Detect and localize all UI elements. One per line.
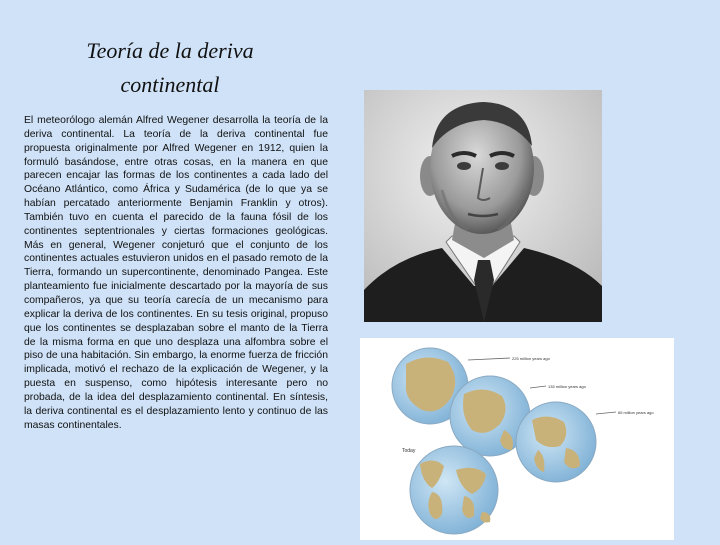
title-line-2: continental — [120, 72, 220, 97]
maps-drawing — [360, 338, 674, 540]
map-label-2: 135 million years ago — [548, 384, 586, 389]
map-label-3: 65 million years ago — [618, 410, 654, 415]
map-label-4: Today — [402, 448, 416, 454]
continental-drift-maps — [360, 338, 674, 540]
portrait-drawing — [364, 90, 602, 322]
body-paragraph: El meteorólogo alemán Alfred Wegener desarrolla la teoría de la deriva continental. La teoría de la deriva continental fue propuesta originalmente por Alfred Wegener en 1912, quien la formuló basándose, entre otras cosas, en la manera en que parecen encajar las formas de los continentes a cada lado del Océano Atlántico, como África y Sudamérica (de lo que ya se habían percatado anteriormente Benjamin Franklin y otros). También tuvo en cuenta el parecido de la fauna fósil de los continentes septentrionales y ciertas formaciones geológicas. Más en general, Wegener conjeturó que el conjunto de los continentes actuales estuvieron unidos en el pasado remoto de la Tierra, formando un supercontinente, denominado Pangea. Este planteamiento fue inicialmente descartado por la mayoría de sus compañeros, ya que su teoría carecía de un mecanismo para explicar la deriva de los continentes. En su tesis original, propuso que los continentes se desplazaban sobre el manto de la Tierra de la misma forma en que uno desplaza una alfombra sobre el piso de una habitación. Sin embargo, la enorme fuerza de fricción implicada, motivó el rechazo de la explicación de Wegener, y la puesta en suspenso, como hipótesis interesante pero no probada, de la idea del desplazamiento continental. En síntesis, la deriva continental es el desplazamiento lento y continuo de las masas continentales. — [24, 115, 328, 431]
title-line-1: Teoría de la deriva — [86, 38, 254, 63]
slide-title — [40, 34, 300, 102]
wegener-portrait — [364, 90, 602, 322]
map-label-1: 225 million years ago — [512, 356, 550, 361]
